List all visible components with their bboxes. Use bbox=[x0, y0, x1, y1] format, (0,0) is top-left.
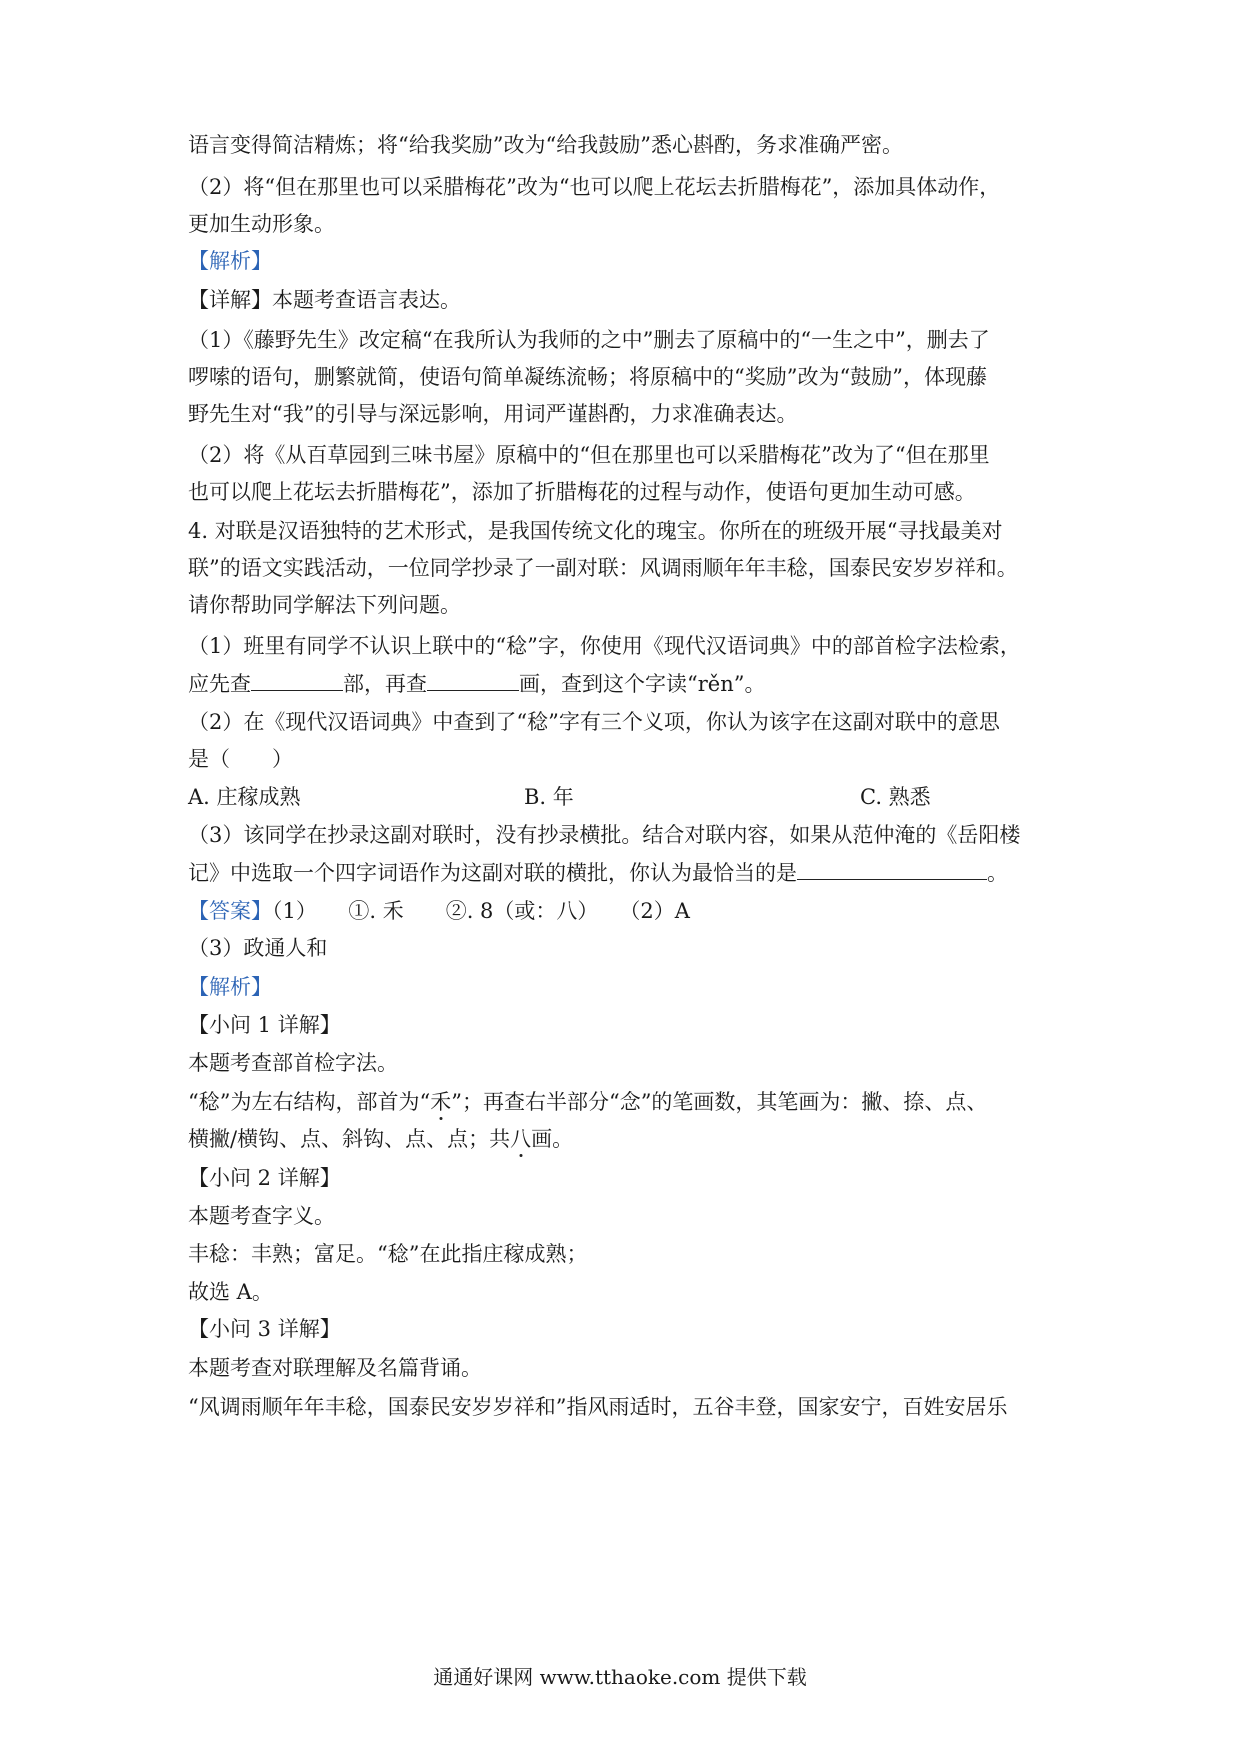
sub-question-3: （3）该同学在抄录这副对联时，没有抄录横批。结合对联内容，如果从范仲淹的《岳阳楼 bbox=[188, 823, 1021, 847]
text-line: （2）将《从百草园到三味书屋》原稿中的“但在那里也可以采腊梅花”改为了“但在那里 bbox=[188, 443, 990, 467]
text-line: 本题考查部首检字法。 bbox=[188, 1051, 398, 1075]
emphasis-text: 禾 bbox=[430, 1090, 452, 1114]
text-line: （3）政通人和 bbox=[188, 936, 328, 960]
analysis-heading: 【解析】 bbox=[188, 249, 272, 273]
sub-question-1: （1）班里有同学不认识上联中的“稔”字，你使用《现代汉语词典》中的部首检字法检索， bbox=[188, 634, 1021, 658]
question-4-stem: 4. 对联是汉语独特的艺术形式，是我国传统文化的瑰宝。你所在的班级开展“寻找最美对 bbox=[188, 519, 1003, 543]
text-span: “稔”为左右结构，部首为“ bbox=[188, 1090, 431, 1114]
text-line: 语言变得简洁精炼；将“给我奖励”改为“给我鼓励”悉心斟酌，务求准确严密。 bbox=[188, 133, 903, 157]
sub-detail-heading: 【小问 2 详解】 bbox=[188, 1166, 341, 1190]
page-footer: 通通好课网 www.tthaoke.com 提供下载 bbox=[433, 1665, 807, 1689]
answer-tag: 【答案】 bbox=[188, 899, 272, 923]
text-span: 。 bbox=[987, 861, 1008, 885]
text-line: 野先生对“我”的引导与深远影响，用词严谨斟酌，力求准确表达。 bbox=[188, 402, 798, 426]
answer-blank[interactable] bbox=[251, 668, 343, 691]
text-line: （1）《藤野先生》改定稿“在我所认为我师的之中”删去了原稿中的“一生之中”，删去了 bbox=[188, 328, 990, 352]
sub-question-1-fill bbox=[188, 668, 1058, 699]
option-a: A. 庄稼成熟 bbox=[188, 785, 301, 809]
radical-line bbox=[188, 1087, 1058, 1117]
answer-blank[interactable] bbox=[797, 857, 987, 880]
text-span: ”；再查右半部分“念”的笔画数，其笔画为：撇、捺、点、 bbox=[451, 1090, 988, 1114]
text-span: 部，再查 bbox=[343, 672, 427, 696]
sub-question-3-fill bbox=[188, 857, 1058, 888]
text-span: 画。 bbox=[531, 1127, 574, 1151]
detail-heading: 【详解】本题考查语言表达。 bbox=[188, 288, 461, 312]
option-b: B. 年 bbox=[524, 785, 574, 809]
answer-blank[interactable] bbox=[427, 668, 519, 691]
text-span: 画，查到这个字读“rěn”。 bbox=[519, 672, 766, 696]
strokes-line bbox=[188, 1124, 1058, 1154]
text-line: （2）将“但在那里也可以采腊梅花”改为“也可以爬上花坛去折腊梅花”，添加具体动作， bbox=[188, 175, 1001, 199]
text-line: 本题考查对联理解及名篇背诵。 bbox=[188, 1356, 482, 1380]
text-span: 横撇/横钩、点、斜钩、点、点；共 bbox=[188, 1127, 511, 1151]
emphasis-text: 八 bbox=[510, 1127, 532, 1151]
text-line: “风调雨顺年年丰稔，国泰民安岁岁祥和”指风雨适时，五谷丰登，国家安宁，百姓安居乐 bbox=[188, 1395, 1008, 1419]
answer-parts: （1） ①. 禾 ②. 8（或：八） （2）A bbox=[272, 899, 690, 923]
text-line: 本题考查字义。 bbox=[188, 1204, 335, 1228]
sub-detail-heading: 【小问 3 详解】 bbox=[188, 1317, 341, 1341]
text-line: 故选 A。 bbox=[188, 1280, 273, 1304]
text-line: 请你帮助同学解法下列问题。 bbox=[188, 593, 461, 617]
text-line: 也可以爬上花坛去折腊梅花”，添加了折腊梅花的过程与动作，使语句更加生动可感。 bbox=[188, 480, 976, 504]
text-span: 记》中选取一个四字词语作为这副对联的横批，你认为最恰当的是 bbox=[188, 861, 797, 885]
answer-line bbox=[188, 896, 1058, 926]
option-c: C. 熟悉 bbox=[860, 785, 931, 809]
analysis-heading: 【解析】 bbox=[188, 975, 272, 999]
text-line: 是（ ） bbox=[188, 747, 293, 771]
sub-question-2: （2）在《现代汉语词典》中查到了“稔”字有三个义项，你认为该字在这副对联中的意思 bbox=[188, 710, 1000, 734]
text-line: 联”的语文实践活动，一位同学抄录了一副对联：风调雨顺年年丰稔，国泰民安岁岁祥和。 bbox=[188, 556, 1018, 580]
text-line: 更加生动形象。 bbox=[188, 212, 335, 236]
text-span: 应先查 bbox=[188, 672, 251, 696]
sub-detail-heading: 【小问 1 详解】 bbox=[188, 1013, 341, 1037]
text-line: 啰嗦的语句，删繁就简，使语句简单凝练流畅；将原稿中的“奖励”改为“鼓励”，体现藤 bbox=[188, 365, 987, 389]
text-line: 丰稔：丰熟；富足。“稔”在此指庄稼成熟； bbox=[188, 1242, 588, 1266]
